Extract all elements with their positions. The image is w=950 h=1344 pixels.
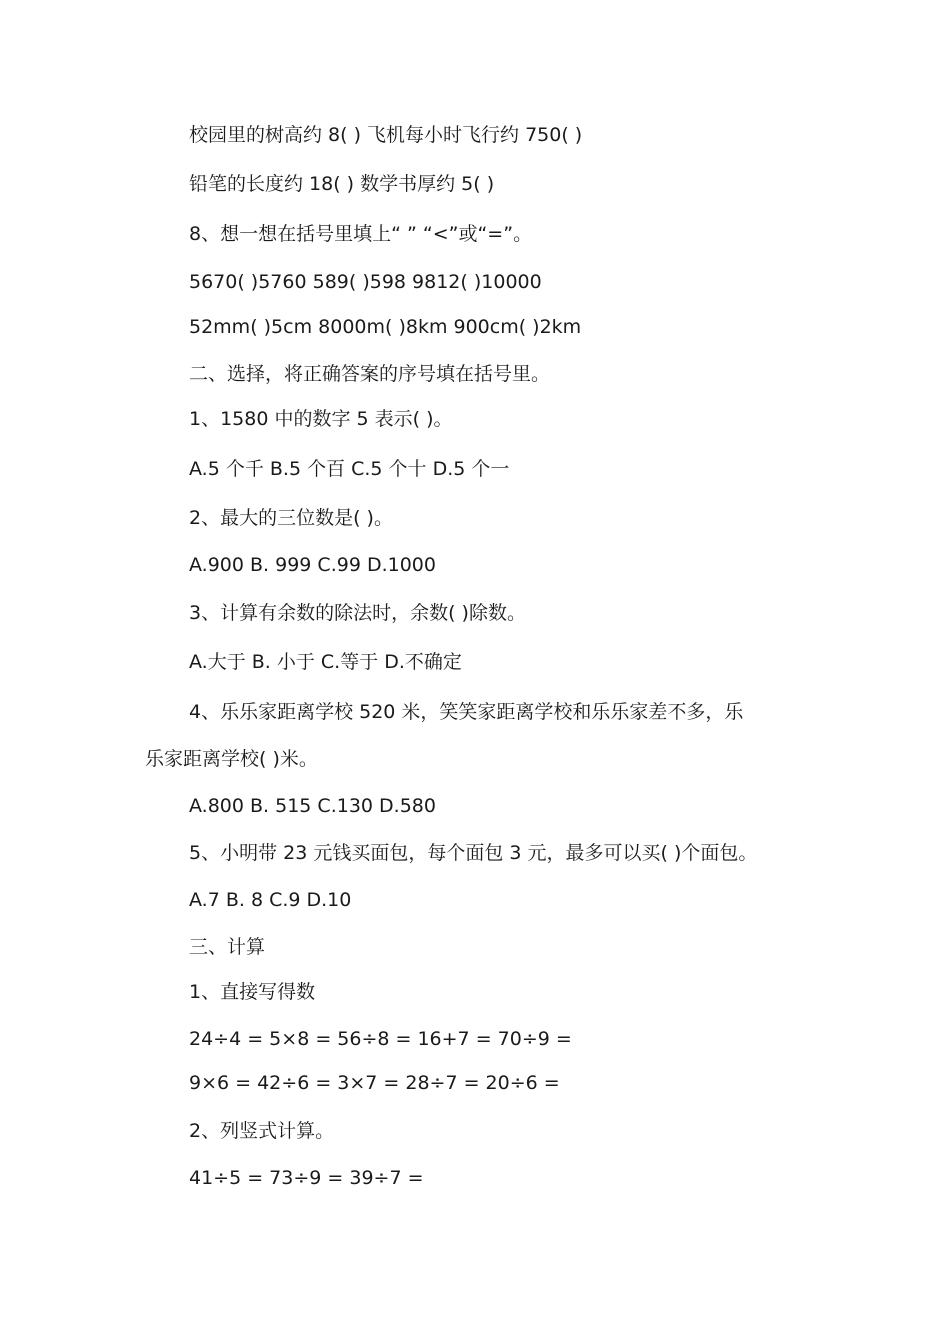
text-line: 5670( )5760 589( )598 9812( )10000	[189, 271, 542, 293]
math-problems: 41÷5 = 73÷9 = 39÷7 =	[189, 1167, 424, 1189]
math-problems: 9×6 = 42÷6 = 3×7 = 28÷7 = 20÷6 =	[189, 1072, 560, 1094]
answer-options: A.5 个千 B.5 个百 C.5 个十 D.5 个一	[189, 458, 510, 480]
question-text: 1、1580 中的数字 5 表示( )。	[189, 408, 453, 430]
question-heading: 2、列竖式计算。	[189, 1120, 335, 1142]
answer-options: A.7 B. 8 C.9 D.10	[189, 889, 352, 911]
answer-options: A.900 B. 999 C.99 D.1000	[189, 554, 436, 576]
text-line: 校园里的树高约 8( ) 飞机每小时飞行约 750( )	[189, 124, 583, 146]
answer-options: A.大于 B. 小于 C.等于 D.不确定	[189, 651, 462, 673]
question-text: 5、小明带 23 元钱买面包，每个面包 3 元，最多可以买( )个面包。	[189, 842, 758, 864]
question-text: 3、计算有余数的除法时，余数( )除数。	[189, 602, 526, 624]
question-text: 4、乐乐家距离学校 520 米，笑笑家距离学校和乐乐家差不多，乐	[189, 701, 744, 723]
question-heading: 8、想一想在括号里填上“ ” “<”或“=”。	[189, 223, 533, 245]
math-problems: 24÷4 = 5×8 = 56÷8 = 16+7 = 70÷9 =	[189, 1028, 572, 1050]
question-text: 2、最大的三位数是( )。	[189, 507, 393, 529]
section-heading: 三、计算	[189, 936, 266, 958]
text-line: 52mm( )5cm 8000m( )8km 900cm( )2km	[189, 316, 582, 338]
question-heading: 1、直接写得数	[189, 981, 316, 1003]
question-text-continued: 乐家距离学校( )米。	[145, 748, 318, 770]
answer-options: A.800 B. 515 C.130 D.580	[189, 795, 436, 817]
section-heading: 二、选择，将正确答案的序号填在括号里。	[189, 363, 551, 385]
text-line: 铅笔的长度约 18( ) 数学书厚约 5( )	[189, 173, 495, 195]
